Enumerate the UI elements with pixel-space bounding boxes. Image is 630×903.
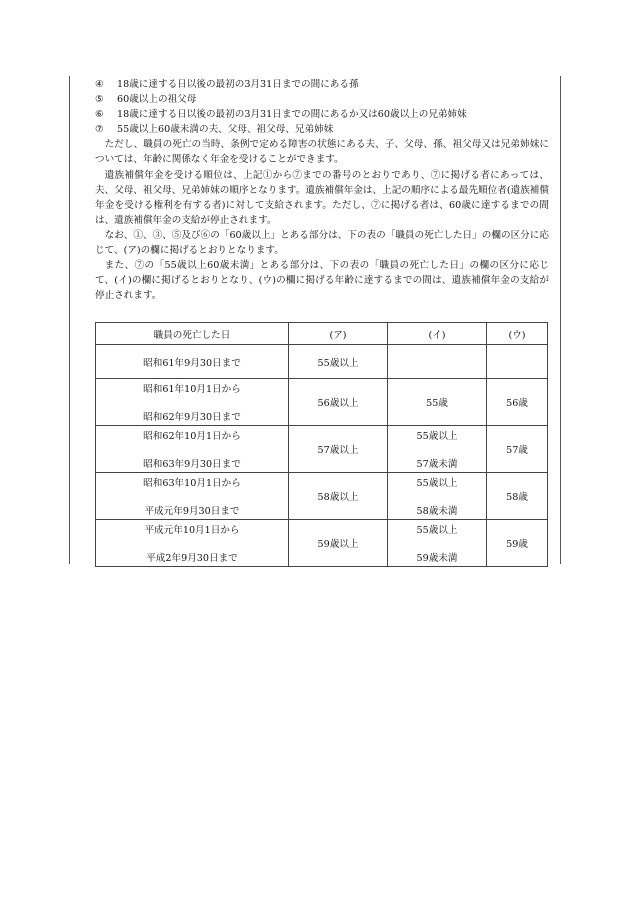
date-from: 昭和62年10月1日から — [143, 431, 241, 442]
i-top: 55歳以上 — [416, 525, 458, 536]
date-to: 昭和62年9月30日まで — [143, 412, 241, 423]
list-item — [95, 77, 549, 92]
u-cell: 57歳 — [487, 426, 548, 473]
date-cell: 昭和61年9月30日まで — [96, 345, 289, 379]
date-from: 昭和63年10月1日から — [143, 478, 241, 489]
a-cell: 58歳以上 — [289, 473, 388, 520]
header-cell: 職員の死亡した日 — [96, 323, 289, 345]
date-from: 昭和61年10月1日から — [143, 384, 241, 395]
date-to: 昭和63年9月30日まで — [143, 459, 241, 470]
item-text: 55歳以上60歳未満の夫、父母、祖父母、兄弟姉妹 — [117, 124, 334, 136]
i-bottom: 57歳未満 — [416, 459, 458, 470]
table-row — [96, 473, 548, 520]
u-cell — [487, 345, 548, 379]
item-number: ⑤ — [95, 94, 104, 106]
age-table — [95, 322, 548, 567]
i-cell — [388, 520, 487, 567]
i-cell — [388, 345, 487, 379]
i-top: 55歳以上 — [416, 431, 458, 442]
i-cell: 55歳 — [388, 379, 487, 426]
u-cell: 58歳 — [487, 473, 548, 520]
a-cell: 59歳以上 — [289, 520, 388, 567]
i-cell — [388, 473, 487, 520]
header-cell: (ア) — [289, 323, 388, 345]
list-item — [95, 92, 549, 107]
header-cell: (イ) — [388, 323, 487, 345]
document-body — [95, 77, 549, 303]
a-cell: 56歳以上 — [289, 379, 388, 426]
table-row — [96, 379, 548, 426]
i-bottom: 58歳未満 — [416, 506, 458, 517]
table-row — [96, 345, 548, 379]
date-cell — [96, 473, 289, 520]
i-cell — [388, 426, 487, 473]
item-text: 18歳に達する日以後の最初の3月31日までの間にある孫 — [117, 79, 359, 90]
date-cell — [96, 426, 289, 473]
list-item — [95, 107, 549, 122]
date-cell — [96, 379, 289, 426]
paragraph: また、⑦の「55歳以上60歳未満」とある部分は、下の表の「職員の死亡した日」の欄の区分に応じて、(イ)の欄に掲げるとおりとなり、(ウ)の欄に掲げる年齢に達するまでの間は、遺族補償年金の支給が停止されます。 — [95, 260, 549, 302]
table-row — [96, 520, 548, 567]
date-to: 平成2年9月30日まで — [146, 553, 238, 564]
table-header-row — [96, 323, 548, 345]
item-number: ⑦ — [95, 124, 104, 136]
i-bottom: 59歳未満 — [416, 553, 458, 564]
paragraph: ただし、職員の死亡の当時、条例で定める障害の状態にある夫、子、父母、孫、祖父母又は兄弟姉妹については、年齢に関係なく年金を受けることができます。 — [95, 139, 549, 166]
header-cell: (ウ) — [487, 323, 548, 345]
paragraph: 遺族補償年金を受ける順位は、上記①から⑦までの番号のとおりであり、⑦に掲げる者にあっては、夫、父母、祖父母、兄弟姉妹の順序となります。遺族補償年金は、上記の順序による最先順位者(遺族補償年金を受ける権利を有する者)に対して支給されます。ただし、⑦に掲げる者は、60歳に達するまでの間は、遺族補償年金の支給が停止されます。 — [95, 169, 549, 226]
u-cell: 59歳 — [487, 520, 548, 567]
a-cell: 55歳以上 — [289, 345, 388, 379]
table-row — [96, 426, 548, 473]
list-item — [95, 122, 549, 137]
item-number: ⑥ — [95, 109, 104, 121]
date-to: 平成元年9月30日まで — [144, 506, 240, 517]
date-cell — [96, 520, 289, 567]
item-text: 60歳以上の祖父母 — [117, 94, 197, 106]
item-number: ④ — [95, 79, 104, 90]
i-top: 55歳以上 — [416, 478, 458, 489]
a-cell: 57歳以上 — [289, 426, 388, 473]
date-from: 平成元年10月1日から — [144, 525, 240, 536]
u-cell: 56歳 — [487, 379, 548, 426]
paragraph: なお、①、③、⑤及び⑥の「60歳以上」とある部分は、下の表の「職員の死亡した日」の欄の区分に応じて、(ア)の欄に掲げるとおりとなります。 — [95, 229, 549, 257]
item-text: 18歳に達する日以後の最初の3月31日までの間にあるか又は60歳以上の兄弟姉妹 — [117, 109, 467, 121]
